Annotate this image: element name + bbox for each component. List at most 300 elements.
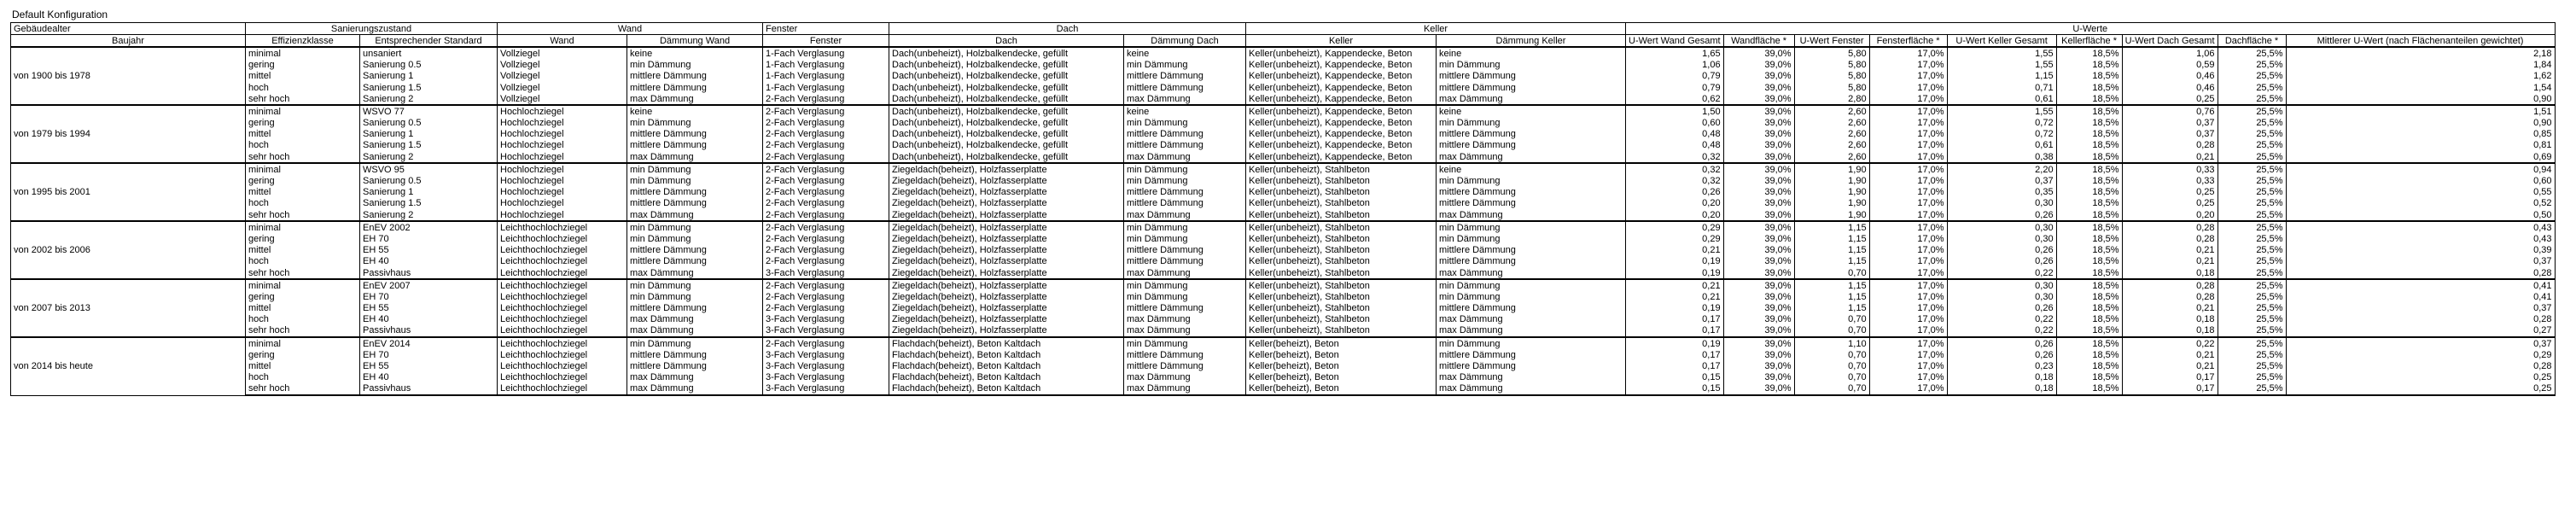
table-cell[interactable]: 0,22 [1947, 314, 2056, 325]
table-cell[interactable]: 1,55 [1947, 47, 2056, 59]
table-cell[interactable]: 0,25 [2122, 93, 2218, 105]
table-cell[interactable]: mittlere Dämmung [1437, 71, 1626, 82]
table-cell[interactable]: max Dämmung [1124, 325, 1246, 337]
table-cell[interactable]: 2-Fach Verglasung [763, 163, 889, 175]
table-cell[interactable]: 0,32 [1626, 151, 1724, 163]
table-cell[interactable]: 0,43 [2286, 221, 2555, 233]
table-cell[interactable]: mittlere Dämmung [1437, 140, 1626, 151]
table-cell[interactable]: 3-Fach Verglasung [763, 325, 889, 337]
table-cell[interactable]: Ziegeldach(beheizt), Holzfasserplatte [889, 325, 1124, 337]
table-cell[interactable]: sehr hoch [246, 267, 360, 279]
table-cell[interactable]: mittlere Dämmung [627, 360, 763, 371]
table-cell[interactable]: mittlere Dämmung [1437, 82, 1626, 93]
table-cell[interactable]: 0,30 [1947, 291, 2056, 302]
table-cell[interactable]: 25,5% [2218, 60, 2286, 71]
table-cell[interactable]: Sanierung 1 [360, 71, 498, 82]
table-cell[interactable]: Keller(unbeheizt), Kappendecke, Beton [1246, 47, 1437, 59]
table-cell[interactable]: 1,55 [1947, 105, 2056, 117]
table-cell[interactable]: 2,60 [1794, 140, 1869, 151]
table-cell[interactable]: mittlere Dämmung [1124, 349, 1246, 360]
column-header[interactable]: Dämmung Wand [627, 35, 763, 48]
table-cell[interactable]: 0,25 [2122, 198, 2218, 209]
table-cell[interactable]: 17,0% [1869, 314, 1947, 325]
table-cell[interactable]: Dach(unbeheizt), Holzbalkendecke, gefüllt [889, 151, 1124, 163]
table-cell[interactable]: 0,50 [2286, 209, 2555, 221]
table-cell[interactable]: 0,19 [1626, 303, 1724, 314]
table-cell[interactable]: Keller(unbeheizt), Stahlbeton [1246, 163, 1437, 175]
table-cell[interactable]: 39,0% [1723, 383, 1794, 395]
table-cell[interactable]: 0,90 [2286, 118, 2555, 129]
table-cell[interactable]: 0,72 [1947, 129, 2056, 140]
table-cell[interactable]: mittlere Dämmung [627, 198, 763, 209]
table-cell[interactable]: 0,21 [2122, 303, 2218, 314]
table-cell[interactable]: 0,26 [1947, 303, 2056, 314]
table-cell[interactable]: min Dämmung [1124, 118, 1246, 129]
table-cell[interactable]: Vollziegel [498, 71, 627, 82]
table-cell[interactable]: 25,5% [2218, 209, 2286, 221]
table-cell[interactable]: max Dämmung [1124, 151, 1246, 163]
table-cell[interactable]: Sanierung 0.5 [360, 175, 498, 186]
table-cell[interactable]: mittlere Dämmung [1124, 360, 1246, 371]
table-cell[interactable]: 0,18 [1947, 372, 2056, 383]
table-cell[interactable]: 2-Fach Verglasung [763, 221, 889, 233]
table-cell[interactable]: min Dämmung [1124, 163, 1246, 175]
table-cell[interactable]: keine [1437, 163, 1626, 175]
table-cell[interactable]: hoch [246, 140, 360, 151]
table-cell[interactable]: 39,0% [1723, 360, 1794, 371]
table-cell[interactable]: 39,0% [1723, 187, 1794, 198]
table-cell[interactable]: max Dämmung [627, 209, 763, 221]
table-cell[interactable]: 17,0% [1869, 245, 1947, 256]
table-cell[interactable]: 39,0% [1723, 151, 1794, 163]
table-cell[interactable]: Sanierung 0.5 [360, 60, 498, 71]
table-cell[interactable]: Keller(unbeheizt), Kappendecke, Beton [1246, 71, 1437, 82]
table-cell[interactable]: 1-Fach Verglasung [763, 82, 889, 93]
table-cell[interactable]: Ziegeldach(beheizt), Holzfasserplatte [889, 163, 1124, 175]
table-cell[interactable]: 0,19 [1626, 337, 1724, 349]
column-header[interactable]: U-Wert Fenster [1794, 35, 1869, 48]
table-cell[interactable]: 0,18 [2122, 325, 2218, 337]
column-header[interactable]: Wand [498, 35, 627, 48]
table-cell[interactable]: 17,0% [1869, 187, 1947, 198]
table-cell[interactable]: 0,70 [1794, 360, 1869, 371]
table-cell[interactable]: 0,70 [1794, 349, 1869, 360]
table-cell[interactable]: 17,0% [1869, 47, 1947, 59]
table-cell[interactable]: Sanierung 1.5 [360, 82, 498, 93]
table-cell[interactable]: 2,18 [2286, 47, 2555, 59]
column-header[interactable]: Dach [889, 35, 1124, 48]
header-wand[interactable]: Wand [498, 23, 763, 35]
table-cell[interactable]: 0,37 [2286, 303, 2555, 314]
table-cell[interactable]: 0,81 [2286, 140, 2555, 151]
baujahr-cell[interactable]: von 2007 bis 2013 [11, 279, 246, 337]
table-cell[interactable]: 17,0% [1869, 303, 1947, 314]
table-cell[interactable]: 0,20 [1626, 198, 1724, 209]
table-cell[interactable]: Sanierung 2 [360, 93, 498, 105]
table-cell[interactable]: EnEV 2007 [360, 279, 498, 291]
table-cell[interactable]: 0,48 [1626, 140, 1724, 151]
table-cell[interactable]: mittlere Dämmung [627, 349, 763, 360]
table-cell[interactable]: Passivhaus [360, 325, 498, 337]
column-header[interactable]: Kellerfläche * [2056, 35, 2122, 48]
table-cell[interactable]: 0,62 [1626, 93, 1724, 105]
table-cell[interactable]: max Dämmung [627, 151, 763, 163]
table-cell[interactable]: Keller(unbeheizt), Kappendecke, Beton [1246, 105, 1437, 117]
table-cell[interactable]: 1,15 [1794, 245, 1869, 256]
baujahr-cell[interactable]: von 1979 bis 1994 [11, 105, 246, 163]
table-cell[interactable]: minimal [246, 163, 360, 175]
table-cell[interactable]: Keller(unbeheizt), Stahlbeton [1246, 279, 1437, 291]
table-cell[interactable]: Sanierung 1 [360, 187, 498, 198]
table-cell[interactable]: min Dämmung [1437, 233, 1626, 244]
table-cell[interactable]: Ziegeldach(beheizt), Holzfasserplatte [889, 209, 1124, 221]
table-cell[interactable]: mittlere Dämmung [627, 71, 763, 82]
table-cell[interactable]: mittel [246, 245, 360, 256]
table-cell[interactable]: mittel [246, 71, 360, 82]
table-cell[interactable]: 18,5% [2056, 187, 2122, 198]
table-cell[interactable]: 25,5% [2218, 349, 2286, 360]
table-cell[interactable]: 25,5% [2218, 47, 2286, 59]
table-cell[interactable]: Dach(unbeheizt), Holzbalkendecke, gefüllt [889, 82, 1124, 93]
table-cell[interactable]: min Dämmung [1124, 233, 1246, 244]
table-cell[interactable]: max Dämmung [1124, 267, 1246, 279]
header-uwerte[interactable]: U-Werte [1626, 23, 2556, 35]
table-cell[interactable]: 5,80 [1794, 60, 1869, 71]
table-cell[interactable]: 39,0% [1723, 60, 1794, 71]
table-cell[interactable]: 17,0% [1869, 118, 1947, 129]
table-cell[interactable]: 18,5% [2056, 337, 2122, 349]
table-cell[interactable]: minimal [246, 221, 360, 233]
table-cell[interactable]: 18,5% [2056, 140, 2122, 151]
table-cell[interactable]: Sanierung 1.5 [360, 198, 498, 209]
table-cell[interactable]: 0,39 [2286, 245, 2555, 256]
table-cell[interactable]: 0,28 [2286, 314, 2555, 325]
table-cell[interactable]: min Dämmung [1124, 175, 1246, 186]
table-cell[interactable]: 3-Fach Verglasung [763, 383, 889, 395]
table-cell[interactable]: Dach(unbeheizt), Holzbalkendecke, gefüllt [889, 60, 1124, 71]
table-cell[interactable]: 39,0% [1723, 291, 1794, 302]
table-cell[interactable]: 0,29 [2286, 349, 2555, 360]
table-cell[interactable]: Keller(unbeheizt), Kappendecke, Beton [1246, 129, 1437, 140]
table-cell[interactable]: Sanierung 2 [360, 151, 498, 163]
table-cell[interactable]: 18,5% [2056, 47, 2122, 59]
baujahr-cell[interactable]: von 1995 bis 2001 [11, 163, 246, 221]
table-cell[interactable]: 2-Fach Verglasung [763, 140, 889, 151]
table-cell[interactable]: sehr hoch [246, 383, 360, 395]
table-cell[interactable]: min Dämmung [1124, 279, 1246, 291]
table-cell[interactable]: min Dämmung [627, 175, 763, 186]
table-cell[interactable]: Vollziegel [498, 82, 627, 93]
table-cell[interactable]: min Dämmung [1437, 175, 1626, 186]
table-cell[interactable]: 1,90 [1794, 198, 1869, 209]
table-cell[interactable]: 25,5% [2218, 129, 2286, 140]
table-cell[interactable]: 25,5% [2218, 279, 2286, 291]
table-cell[interactable]: 18,5% [2056, 291, 2122, 302]
table-cell[interactable]: Keller(unbeheizt), Stahlbeton [1246, 209, 1437, 221]
table-cell[interactable]: 0,17 [1626, 325, 1724, 337]
table-cell[interactable]: 17,0% [1869, 337, 1947, 349]
table-cell[interactable]: mittlere Dämmung [1437, 187, 1626, 198]
table-cell[interactable]: Leichthochlochziegel [498, 221, 627, 233]
table-cell[interactable]: 1-Fach Verglasung [763, 71, 889, 82]
table-cell[interactable]: sehr hoch [246, 93, 360, 105]
table-cell[interactable]: Ziegeldach(beheizt), Holzfasserplatte [889, 245, 1124, 256]
table-cell[interactable]: Keller(unbeheizt), Stahlbeton [1246, 256, 1437, 267]
table-cell[interactable]: 39,0% [1723, 233, 1794, 244]
table-cell[interactable]: 0,22 [1947, 267, 2056, 279]
table-cell[interactable]: mittlere Dämmung [1437, 360, 1626, 371]
table-cell[interactable]: 0,85 [2286, 129, 2555, 140]
table-cell[interactable]: Ziegeldach(beheizt), Holzfasserplatte [889, 256, 1124, 267]
table-cell[interactable]: 1,06 [1626, 60, 1724, 71]
table-cell[interactable]: 0,33 [2122, 175, 2218, 186]
table-cell[interactable]: keine [1437, 105, 1626, 117]
table-cell[interactable]: 0,17 [1626, 314, 1724, 325]
table-cell[interactable]: 1,10 [1794, 337, 1869, 349]
table-cell[interactable]: 25,5% [2218, 314, 2286, 325]
table-cell[interactable]: 2-Fach Verglasung [763, 151, 889, 163]
table-cell[interactable]: hoch [246, 198, 360, 209]
table-cell[interactable]: 3-Fach Verglasung [763, 349, 889, 360]
table-cell[interactable]: 0,94 [2286, 163, 2555, 175]
table-cell[interactable]: Keller(beheizt), Beton [1246, 337, 1437, 349]
table-cell[interactable]: Vollziegel [498, 47, 627, 59]
table-cell[interactable]: 2-Fach Verglasung [763, 291, 889, 302]
table-cell[interactable]: 39,0% [1723, 314, 1794, 325]
table-cell[interactable]: mittel [246, 360, 360, 371]
column-header[interactable]: Wandfläche * [1723, 35, 1794, 48]
table-cell[interactable]: mittlere Dämmung [1437, 303, 1626, 314]
table-cell[interactable]: 39,0% [1723, 47, 1794, 59]
table-cell[interactable]: Leichthochlochziegel [498, 325, 627, 337]
table-cell[interactable]: 25,5% [2218, 360, 2286, 371]
table-cell[interactable]: Leichthochlochziegel [498, 349, 627, 360]
table-cell[interactable]: 39,0% [1723, 303, 1794, 314]
table-cell[interactable]: gering [246, 118, 360, 129]
table-cell[interactable]: 1,15 [1794, 303, 1869, 314]
table-cell[interactable]: 17,0% [1869, 93, 1947, 105]
table-cell[interactable]: 0,72 [1947, 118, 2056, 129]
table-cell[interactable]: 1,54 [2286, 82, 2555, 93]
table-cell[interactable]: 0,21 [1626, 245, 1724, 256]
table-cell[interactable]: Hochlochziegel [498, 140, 627, 151]
table-cell[interactable]: Sanierung 1 [360, 129, 498, 140]
table-cell[interactable]: Leichthochlochziegel [498, 291, 627, 302]
table-cell[interactable]: gering [246, 233, 360, 244]
table-cell[interactable]: mittlere Dämmung [627, 140, 763, 151]
table-cell[interactable]: 25,5% [2218, 71, 2286, 82]
table-cell[interactable]: 0,32 [1626, 175, 1724, 186]
column-header[interactable]: Keller [1246, 35, 1437, 48]
table-cell[interactable]: Leichthochlochziegel [498, 267, 627, 279]
table-cell[interactable]: Leichthochlochziegel [498, 303, 627, 314]
table-cell[interactable]: min Dämmung [627, 291, 763, 302]
table-cell[interactable]: 0,19 [1626, 267, 1724, 279]
table-cell[interactable]: 0,79 [1626, 82, 1724, 93]
table-cell[interactable]: Ziegeldach(beheizt), Holzfasserplatte [889, 175, 1124, 186]
table-cell[interactable]: 18,5% [2056, 256, 2122, 267]
baujahr-cell[interactable]: von 2014 bis heute [11, 337, 246, 395]
table-cell[interactable]: 0,26 [1626, 187, 1724, 198]
table-cell[interactable]: 0,26 [1947, 349, 2056, 360]
table-cell[interactable]: 0,15 [1626, 383, 1724, 395]
table-cell[interactable]: Keller(unbeheizt), Kappendecke, Beton [1246, 60, 1437, 71]
table-cell[interactable]: Keller(beheizt), Beton [1246, 383, 1437, 395]
table-cell[interactable]: 25,5% [2218, 140, 2286, 151]
table-cell[interactable]: 2-Fach Verglasung [763, 245, 889, 256]
table-cell[interactable]: Dach(unbeheizt), Holzbalkendecke, gefüllt [889, 118, 1124, 129]
table-cell[interactable]: 0,21 [2122, 256, 2218, 267]
table-cell[interactable]: min Dämmung [1437, 60, 1626, 71]
table-cell[interactable]: keine [627, 47, 763, 59]
table-cell[interactable]: keine [627, 105, 763, 117]
table-cell[interactable]: Keller(unbeheizt), Stahlbeton [1246, 175, 1437, 186]
table-cell[interactable]: max Dämmung [1437, 314, 1626, 325]
table-cell[interactable]: hoch [246, 314, 360, 325]
table-cell[interactable]: 5,80 [1794, 47, 1869, 59]
table-cell[interactable]: 1,84 [2286, 60, 2555, 71]
table-cell[interactable]: Hochlochziegel [498, 118, 627, 129]
table-cell[interactable]: 0,70 [1794, 372, 1869, 383]
table-cell[interactable]: 0,76 [2122, 105, 2218, 117]
table-cell[interactable]: 1,50 [1626, 105, 1724, 117]
table-cell[interactable]: 0,35 [1947, 187, 2056, 198]
table-cell[interactable]: Hochlochziegel [498, 105, 627, 117]
table-cell[interactable]: 18,5% [2056, 383, 2122, 395]
table-cell[interactable]: 1-Fach Verglasung [763, 60, 889, 71]
table-cell[interactable]: 25,5% [2218, 303, 2286, 314]
table-cell[interactable]: 18,5% [2056, 349, 2122, 360]
table-cell[interactable]: 0,69 [2286, 151, 2555, 163]
table-cell[interactable]: mittlere Dämmung [627, 256, 763, 267]
table-cell[interactable]: 2-Fach Verglasung [763, 209, 889, 221]
table-cell[interactable]: EnEV 2002 [360, 221, 498, 233]
table-cell[interactable]: Flachdach(beheizt), Beton Kaltdach [889, 349, 1124, 360]
table-cell[interactable]: 39,0% [1723, 325, 1794, 337]
table-cell[interactable]: 2-Fach Verglasung [763, 279, 889, 291]
table-cell[interactable]: 18,5% [2056, 60, 2122, 71]
table-cell[interactable]: min Dämmung [627, 233, 763, 244]
column-header[interactable]: Fensterfläche * [1869, 35, 1947, 48]
table-cell[interactable]: mittlere Dämmung [1124, 303, 1246, 314]
table-cell[interactable]: Keller(unbeheizt), Kappendecke, Beton [1246, 140, 1437, 151]
table-cell[interactable]: 18,5% [2056, 163, 2122, 175]
table-cell[interactable]: 39,0% [1723, 118, 1794, 129]
table-cell[interactable]: minimal [246, 337, 360, 349]
table-cell[interactable]: mittlere Dämmung [627, 245, 763, 256]
table-cell[interactable]: 39,0% [1723, 372, 1794, 383]
table-cell[interactable]: max Dämmung [627, 93, 763, 105]
table-cell[interactable]: 0,48 [1626, 129, 1724, 140]
table-cell[interactable]: 18,5% [2056, 360, 2122, 371]
column-header[interactable]: Entsprechender Standard [360, 35, 498, 48]
table-cell[interactable]: min Dämmung [627, 60, 763, 71]
table-cell[interactable]: 18,5% [2056, 303, 2122, 314]
table-cell[interactable]: 25,5% [2218, 233, 2286, 244]
table-cell[interactable]: Leichthochlochziegel [498, 372, 627, 383]
table-cell[interactable]: Sanierung 1.5 [360, 140, 498, 151]
table-cell[interactable]: 0,25 [2122, 187, 2218, 198]
table-cell[interactable]: min Dämmung [627, 118, 763, 129]
table-cell[interactable]: 0,37 [1947, 175, 2056, 186]
table-cell[interactable]: Hochlochziegel [498, 129, 627, 140]
table-cell[interactable]: 0,46 [2122, 71, 2218, 82]
table-cell[interactable]: 0,70 [1794, 267, 1869, 279]
table-cell[interactable]: 2,60 [1794, 151, 1869, 163]
table-cell[interactable]: 0,30 [1947, 279, 2056, 291]
table-cell[interactable]: 0,28 [2122, 291, 2218, 302]
table-cell[interactable]: mittel [246, 187, 360, 198]
table-cell[interactable]: 0,41 [2286, 279, 2555, 291]
table-cell[interactable]: max Dämmung [627, 267, 763, 279]
column-header[interactable]: Dämmung Dach [1124, 35, 1246, 48]
table-cell[interactable]: 39,0% [1723, 221, 1794, 233]
table-cell[interactable]: 0,71 [1947, 82, 2056, 93]
table-cell[interactable]: 2-Fach Verglasung [763, 175, 889, 186]
table-cell[interactable]: 18,5% [2056, 93, 2122, 105]
baujahr-cell[interactable]: von 1900 bis 1978 [11, 47, 246, 105]
table-cell[interactable]: 0,70 [1794, 314, 1869, 325]
table-cell[interactable]: 17,0% [1869, 60, 1947, 71]
table-cell[interactable]: mittlere Dämmung [1437, 129, 1626, 140]
table-cell[interactable]: gering [246, 291, 360, 302]
table-cell[interactable]: 18,5% [2056, 245, 2122, 256]
table-cell[interactable]: 2-Fach Verglasung [763, 93, 889, 105]
table-cell[interactable]: sehr hoch [246, 209, 360, 221]
table-cell[interactable]: 1,62 [2286, 71, 2555, 82]
table-cell[interactable]: keine [1124, 47, 1246, 59]
table-cell[interactable]: 18,5% [2056, 314, 2122, 325]
table-cell[interactable]: 25,5% [2218, 256, 2286, 267]
table-cell[interactable]: Sanierung 2 [360, 209, 498, 221]
table-cell[interactable]: 2,20 [1947, 163, 2056, 175]
table-cell[interactable]: Keller(unbeheizt), Kappendecke, Beton [1246, 93, 1437, 105]
table-cell[interactable]: 0,18 [1947, 383, 2056, 395]
table-cell[interactable]: mittlere Dämmung [1124, 140, 1246, 151]
table-cell[interactable]: Flachdach(beheizt), Beton Kaltdach [889, 372, 1124, 383]
table-cell[interactable]: min Dämmung [1124, 221, 1246, 233]
table-cell[interactable]: Ziegeldach(beheizt), Holzfasserplatte [889, 314, 1124, 325]
table-cell[interactable]: min Dämmung [1437, 221, 1626, 233]
header-fenster[interactable]: Fenster [763, 23, 889, 35]
table-cell[interactable]: 25,5% [2218, 151, 2286, 163]
table-cell[interactable]: 18,5% [2056, 118, 2122, 129]
table-cell[interactable]: Ziegeldach(beheizt), Holzfasserplatte [889, 303, 1124, 314]
column-header[interactable]: U-Wert Keller Gesamt [1947, 35, 2056, 48]
table-cell[interactable]: 17,0% [1869, 175, 1947, 186]
table-cell[interactable]: mittlere Dämmung [1124, 256, 1246, 267]
table-cell[interactable]: 39,0% [1723, 198, 1794, 209]
table-cell[interactable]: 18,5% [2056, 372, 2122, 383]
table-cell[interactable]: 0,21 [2122, 245, 2218, 256]
table-cell[interactable]: Keller(unbeheizt), Stahlbeton [1246, 233, 1437, 244]
table-cell[interactable]: 2,60 [1794, 105, 1869, 117]
column-header[interactable]: Dämmung Keller [1437, 35, 1626, 48]
table-cell[interactable]: Passivhaus [360, 267, 498, 279]
table-cell[interactable]: 39,0% [1723, 129, 1794, 140]
table-cell[interactable]: mittlere Dämmung [627, 187, 763, 198]
table-cell[interactable]: 0,21 [1626, 279, 1724, 291]
table-cell[interactable]: min Dämmung [1437, 291, 1626, 302]
header-gebaeudealter[interactable]: Gebäudealter [11, 23, 246, 35]
table-cell[interactable]: Keller(unbeheizt), Stahlbeton [1246, 303, 1437, 314]
table-cell[interactable]: 2-Fach Verglasung [763, 303, 889, 314]
header-dach[interactable]: Dach [889, 23, 1246, 35]
table-cell[interactable]: 0,60 [2286, 175, 2555, 186]
table-cell[interactable]: 0,22 [1947, 325, 2056, 337]
table-cell[interactable]: 0,70 [1794, 383, 1869, 395]
table-cell[interactable]: 39,0% [1723, 279, 1794, 291]
